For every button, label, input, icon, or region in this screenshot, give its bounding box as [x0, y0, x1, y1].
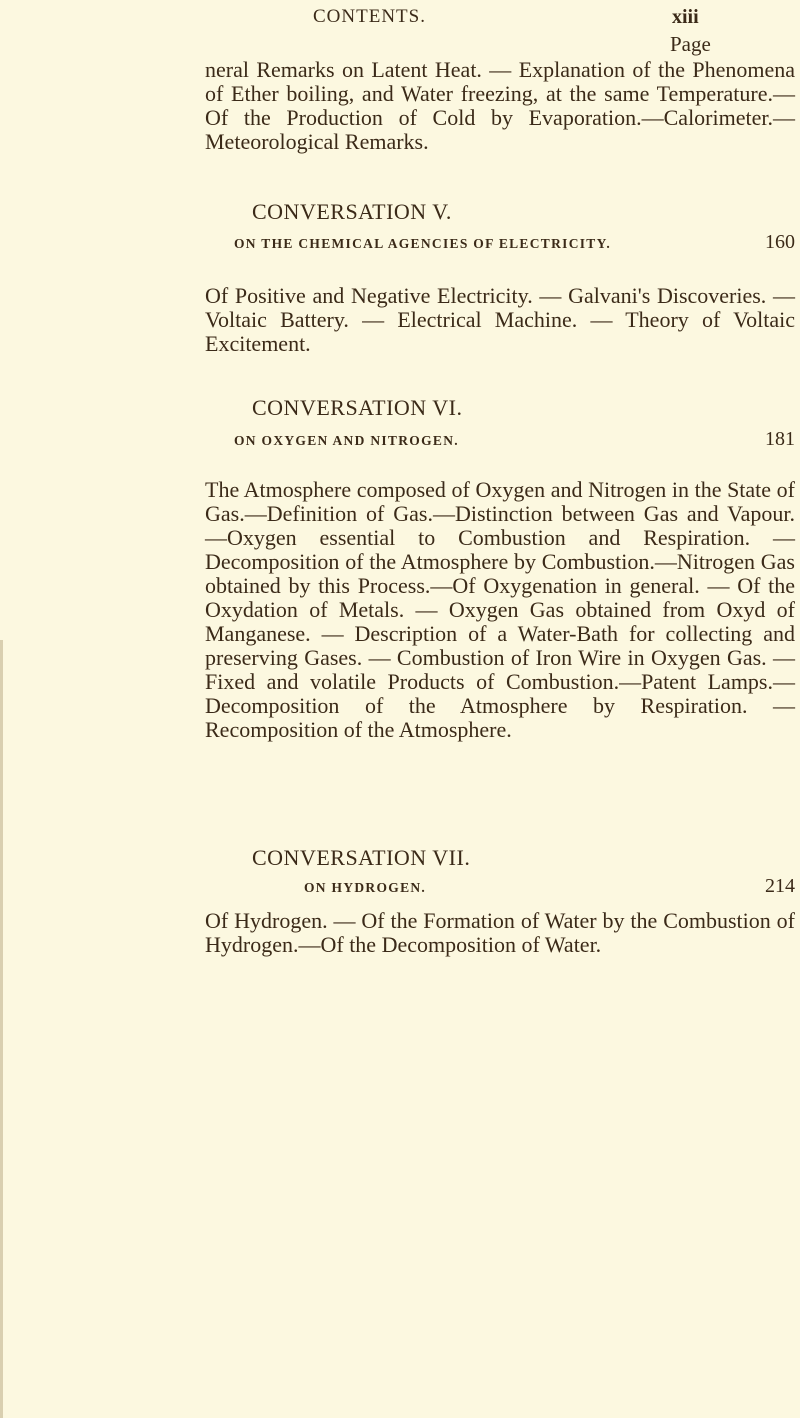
section-text: Of Hydrogen. — Of the Formation of Water by the Combustion of Hydrogen.—Of the Decomposition of Water. [205, 908, 795, 957]
intro-paragraph [205, 58, 795, 154]
section-page: 160 [765, 231, 795, 253]
section-subtitle-row [234, 428, 795, 451]
section-subtitle: ON THE CHEMICAL AGENCIES OF ELECTRICITY. [234, 236, 612, 251]
section-subtitle: ON OXYGEN AND NITROGEN. [234, 433, 459, 448]
intro-text: neral Remarks on Latent Heat. — Explanation of the Phenomena of Ether boiling, and Water freezing, at the same Temperature.—Of the Production of Cold by Evaporation.—Calorimeter.—Meteorological Remarks. [205, 57, 795, 154]
section-subtitle: ON HYDROGEN. [304, 880, 427, 895]
section-paragraph [205, 909, 795, 957]
section-text: The Atmosphere composed of Oxygen and Nitrogen in the State of Gas.—Definition of Gas.—Distinction between Gas and Vapour.—Oxygen essential to Combustion and Respiration. — Decomposition of the Atmosphere by Combustion.—Nitrogen Gas obtained by this Process.—Of Oxygenation in general. — Of the Oxydation of Metals. — Oxygen Gas obtained from Oxyd of Manganese. — Description of a Water-Bath for collecting and preserving Gases. — Combustion of Iron Wire in Oxygen Gas. — Fixed and volatile Products of Combustion.—Patent Lamps.—Decomposition of the Atmosphere by Respiration. — Recomposition of the Atmosphere. [205, 477, 795, 742]
section-subtitle-row [234, 875, 795, 898]
section-paragraph [205, 284, 795, 356]
section-title: CONVERSATION V. [252, 199, 452, 224]
section-title: CONVERSATION VII. [252, 845, 471, 870]
section-paragraph [205, 478, 795, 742]
section-title: CONVERSATION VI. [252, 395, 463, 420]
running-title: CONTENTS. [313, 6, 426, 27]
section-text: Of Positive and Negative Electricity. — Galvani's Discoveries. — Voltaic Battery. — Electrical Machine. — Theory of Voltaic Excitement. [205, 283, 795, 356]
section-page: 181 [765, 428, 795, 450]
section-page: 214 [765, 875, 795, 897]
page-edge [0, 640, 3, 1418]
section-subtitle-row [234, 231, 795, 254]
page-number: xiii [672, 6, 699, 28]
page-column-label: Page [670, 32, 711, 56]
